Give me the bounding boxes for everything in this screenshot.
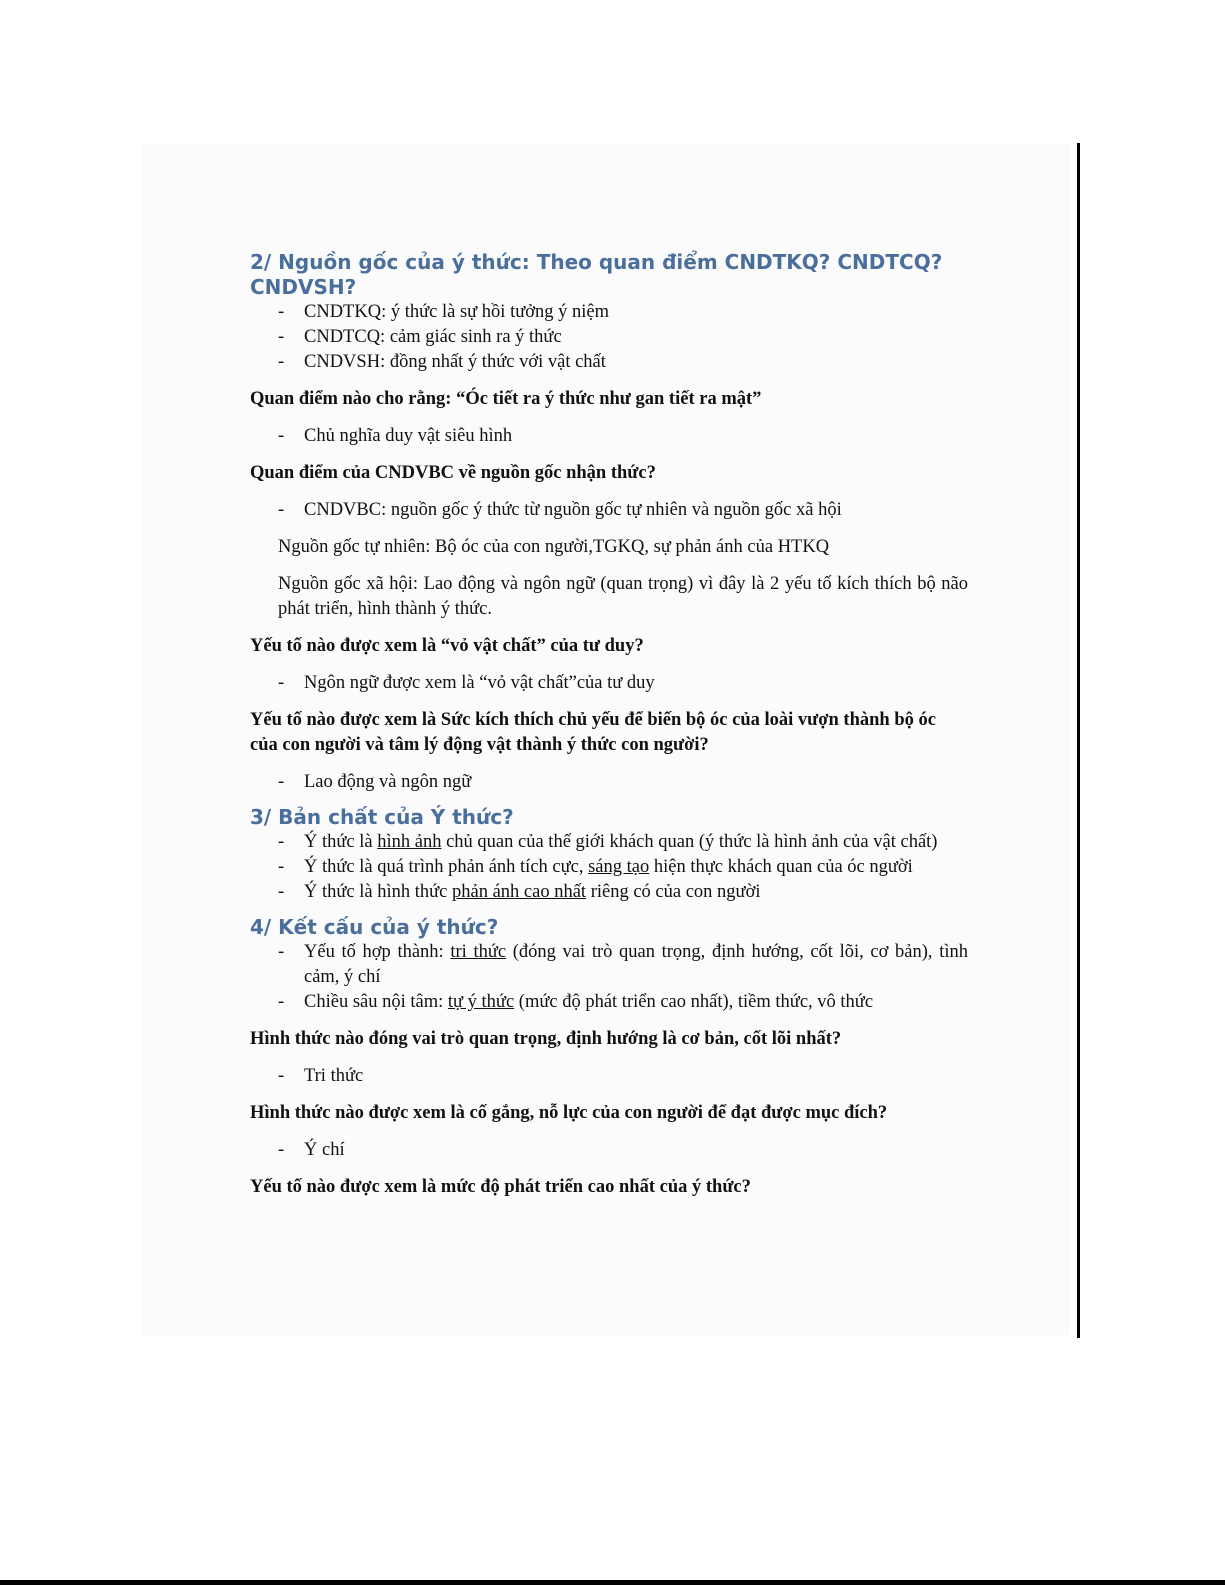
list-item-text: Chủ nghĩa duy vật siêu hình bbox=[304, 426, 513, 446]
list-item bbox=[250, 325, 968, 350]
list-item-text: Ý chí bbox=[304, 1140, 345, 1160]
bullet-dash: - bbox=[278, 1066, 285, 1086]
list-item-text: CNDVSH: đồng nhất ý thức với vật chất bbox=[304, 352, 606, 372]
question-6: Hình thức nào được xem là cố gắng, nỗ lực của con người để đạt được mục đích? bbox=[250, 1103, 888, 1123]
answer-4 bbox=[250, 770, 968, 795]
list-item bbox=[250, 498, 968, 523]
list-item bbox=[250, 350, 968, 375]
question-3: Yếu tố nào được xem là “vỏ vật chất” của tư duy? bbox=[250, 636, 644, 656]
bullet-dash: - bbox=[278, 882, 285, 902]
heading-nature: 3/ Bản chất của Ý thức? bbox=[250, 805, 514, 829]
bullet-dash: - bbox=[278, 302, 285, 322]
list-item bbox=[250, 855, 968, 880]
underlined-term: tự ý thức bbox=[447, 992, 515, 1012]
list-item bbox=[250, 830, 968, 855]
answer-1 bbox=[250, 424, 968, 449]
bullet-dash: - bbox=[278, 673, 285, 693]
text-run: Ý thức là bbox=[304, 832, 378, 852]
underlined-term: phản ánh cao nhất bbox=[451, 882, 587, 902]
origin-list bbox=[250, 300, 968, 375]
text-run: (mức độ phát triển cao nhất), tiềm thức, vô thức bbox=[514, 992, 874, 1012]
list-item-text: Lao động và ngôn ngữ bbox=[304, 772, 472, 792]
question-5: Hình thức nào đóng vai trò quan trọng, định hướng là cơ bản, cốt lõi nhất? bbox=[250, 1029, 842, 1049]
bullet-dash: - bbox=[278, 327, 285, 347]
answer-6 bbox=[250, 1138, 968, 1163]
bullet-dash: - bbox=[278, 426, 285, 446]
question-2: Quan điểm của CNDVBC về nguồn gốc nhận thức? bbox=[250, 463, 656, 483]
list-item bbox=[250, 1064, 968, 1089]
text-run: Ý thức là quá trình phản ánh tích cực, bbox=[304, 857, 589, 877]
structure-list bbox=[250, 940, 968, 1015]
social-origin-paragraph: Nguồn gốc xã hội: Lao động và ngôn ngữ (quan trọng) vì đây là 2 yếu tố kích thích bộ não phát triển, hình thành ý thức. bbox=[278, 574, 968, 619]
bullet-dash: - bbox=[278, 832, 285, 852]
bullet-dash: - bbox=[278, 500, 285, 520]
answer-2 bbox=[250, 498, 968, 523]
heading-structure: 4/ Kết cấu của ý thức? bbox=[250, 915, 499, 939]
page-edge-line bbox=[1077, 143, 1080, 1338]
nature-list bbox=[250, 830, 968, 905]
answer-3 bbox=[250, 671, 968, 696]
natural-origin-paragraph: Nguồn gốc tự nhiên: Bộ óc của con người,TGKQ, sự phản ánh của HTKQ bbox=[278, 537, 830, 557]
text-run: Chiều sâu nội tâm: bbox=[304, 992, 448, 1012]
text-run: Yếu tố hợp thành: bbox=[304, 942, 451, 962]
question-1: Quan điểm nào cho rằng: “Óc tiết ra ý thức như gan tiết ra mật” bbox=[250, 389, 762, 409]
list-item-text: CNDTKQ: ý thức là sự hồi tưởng ý niệm bbox=[304, 302, 610, 322]
list-item bbox=[250, 880, 968, 905]
bottom-edge-line bbox=[0, 1580, 1225, 1585]
list-item-text: Ngôn ngữ được xem là “vỏ vật chất”của tư duy bbox=[304, 673, 655, 693]
list-item-text: Tri thức bbox=[304, 1066, 364, 1086]
text-run: chủ quan của thế giới khách quan (ý thức là hình ảnh của vật chất) bbox=[441, 832, 938, 852]
list-item bbox=[250, 424, 968, 449]
underlined-term: hình ảnh bbox=[377, 832, 442, 852]
list-item bbox=[250, 770, 968, 795]
heading-origin: 2/ Nguồn gốc của ý thức: Theo quan điểm CNDTKQ? CNDTCQ? CNDVSH? bbox=[250, 250, 943, 299]
list-item bbox=[250, 1138, 968, 1163]
text-run: (đóng vai trò quan trọng, định hướng, cốt lõi, cơ bản), tình cảm, ý chí bbox=[304, 942, 968, 987]
list-item-text: CNDVBC: nguồn gốc ý thức từ nguồn gốc tự nhiên và nguồn gốc xã hội bbox=[304, 500, 842, 520]
underlined-term: tri thức bbox=[450, 942, 507, 962]
bullet-dash: - bbox=[278, 992, 285, 1012]
bullet-dash: - bbox=[278, 942, 285, 962]
list-item bbox=[250, 940, 968, 990]
bullet-dash: - bbox=[278, 772, 285, 792]
list-item bbox=[250, 671, 968, 696]
document-content bbox=[250, 250, 968, 1200]
bullet-dash: - bbox=[278, 1140, 285, 1160]
question-7: Yếu tố nào được xem là mức độ phát triển cao nhất của ý thức? bbox=[250, 1177, 751, 1197]
list-item bbox=[250, 990, 968, 1015]
question-4: Yếu tố nào được xem là Sức kích thích chủ yếu để biến bộ óc của loài vượn thành bộ óc của con người và tâm lý động vật thành ý thức con người? bbox=[250, 710, 936, 755]
list-item bbox=[250, 300, 968, 325]
text-run: riêng có của con người bbox=[586, 882, 761, 902]
bullet-dash: - bbox=[278, 352, 285, 372]
text-run: Ý thức là hình thức bbox=[304, 882, 452, 902]
list-item-text: CNDTCQ: cảm giác sinh ra ý thức bbox=[304, 327, 562, 347]
underlined-term: sáng tạo bbox=[588, 857, 650, 877]
text-run: hiện thực khách quan của óc người bbox=[649, 857, 913, 877]
answer-5 bbox=[250, 1064, 968, 1089]
bullet-dash: - bbox=[278, 857, 285, 877]
